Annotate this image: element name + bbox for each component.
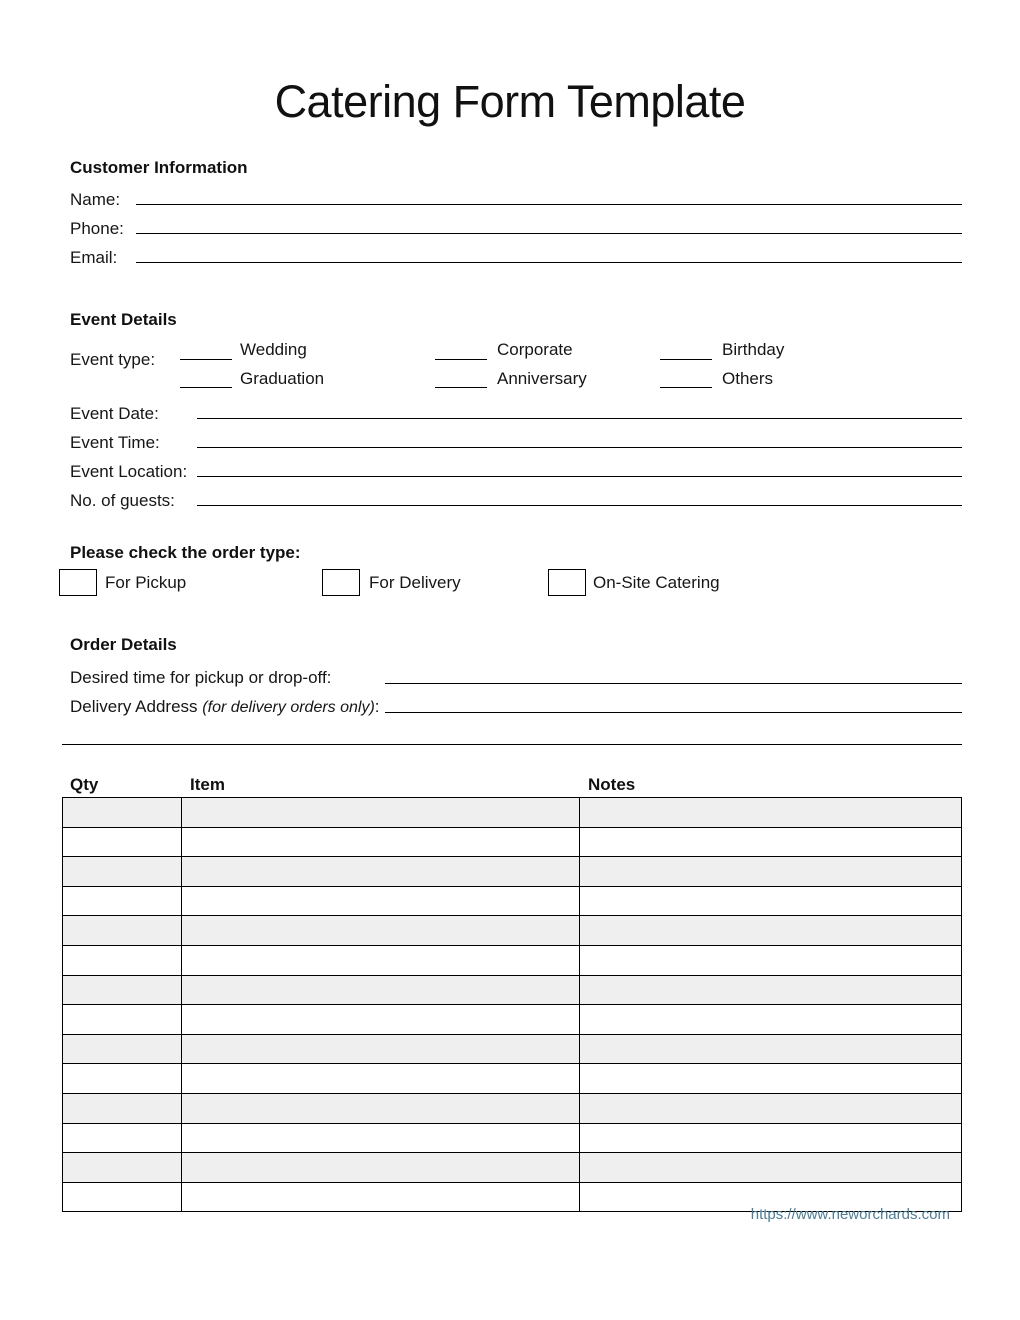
table-cell-qty[interactable] (63, 1005, 181, 1034)
delivery-label: For Delivery (369, 573, 461, 592)
order-details-section (70, 635, 962, 719)
table-cell-qty[interactable] (63, 1035, 181, 1064)
guest-count-input-line[interactable] (197, 505, 962, 506)
order-type-options-row (70, 563, 962, 607)
event-details-heading: Event Details (70, 310, 177, 329)
table-cell-item[interactable] (181, 1005, 579, 1034)
email-input-line[interactable] (136, 262, 962, 263)
table-cell-qty[interactable] (63, 887, 181, 916)
order-type-section (70, 543, 962, 607)
table-cell-qty[interactable] (63, 1124, 181, 1153)
event-location-input-line[interactable] (197, 476, 962, 477)
table-row (63, 1063, 961, 1093)
table-cell-qty[interactable] (63, 946, 181, 975)
table-cell-qty[interactable] (63, 798, 181, 827)
event-type-option-wedding: Wedding (240, 340, 307, 359)
table-cell-item[interactable] (181, 946, 579, 975)
table-row (63, 1004, 961, 1034)
event-type-blank-graduation[interactable] (180, 387, 232, 388)
table-cell-notes[interactable] (579, 1153, 961, 1182)
table-row (63, 1093, 961, 1123)
event-details-section (70, 310, 962, 512)
event-type-option-corporate: Corporate (497, 340, 573, 359)
table-cell-qty[interactable] (63, 1064, 181, 1093)
event-time-label: Event Time: (70, 433, 160, 452)
table-cell-notes[interactable] (579, 857, 961, 886)
onsite-catering-checkbox[interactable] (548, 569, 586, 596)
delivery-address-label: Delivery Address (for delivery orders only): (70, 697, 380, 716)
page-title: Catering Form Template (274, 76, 746, 127)
customer-information-section (70, 158, 962, 269)
name-field-row (70, 182, 962, 211)
guest-count-label: No. of guests: (70, 491, 175, 510)
event-type-blank-birthday[interactable] (660, 359, 712, 360)
event-type-grid (70, 338, 962, 396)
event-date-input-line[interactable] (197, 418, 962, 419)
phone-input-line[interactable] (136, 233, 962, 234)
table-row (63, 975, 961, 1005)
table-cell-qty[interactable] (63, 1183, 181, 1212)
customer-information-heading: Customer Information (70, 158, 248, 177)
table-row (63, 1034, 961, 1064)
table-cell-qty[interactable] (63, 857, 181, 886)
footer-website-link[interactable]: https://www.neworchards.com (750, 1206, 950, 1223)
table-cell-notes[interactable] (579, 916, 961, 945)
email-label: Email: (70, 248, 118, 267)
table-row (63, 945, 961, 975)
table-cell-qty[interactable] (63, 1153, 181, 1182)
pickup-label: For Pickup (105, 573, 187, 592)
table-cell-notes[interactable] (579, 1035, 961, 1064)
guest-count-row (70, 483, 962, 512)
phone-field-row (70, 211, 962, 240)
table-cell-notes[interactable] (579, 887, 961, 916)
items-table (62, 797, 962, 1212)
items-table-header (0, 775, 1020, 795)
table-cell-item[interactable] (181, 976, 579, 1005)
table-cell-item[interactable] (181, 857, 579, 886)
event-type-blank-corporate[interactable] (435, 359, 487, 360)
event-type-blank-others[interactable] (660, 387, 712, 388)
table-cell-notes[interactable] (579, 1094, 961, 1123)
table-cell-item[interactable] (181, 1183, 579, 1212)
delivery-address-note: (for delivery orders only) (202, 699, 375, 716)
table-cell-item[interactable] (181, 828, 579, 857)
table-row (63, 827, 961, 857)
table-cell-item[interactable] (181, 798, 579, 827)
table-cell-qty[interactable] (63, 916, 181, 945)
table-row (63, 798, 961, 827)
table-cell-item[interactable] (181, 887, 579, 916)
onsite-catering-label: On-Site Catering (593, 573, 720, 592)
pickup-time-label: Desired time for pickup or drop-off: (70, 668, 332, 687)
table-row (63, 1123, 961, 1153)
delivery-checkbox[interactable] (322, 569, 360, 596)
event-location-label: Event Location: (70, 462, 188, 481)
table-cell-qty[interactable] (63, 1094, 181, 1123)
pickup-time-input-line[interactable] (385, 683, 962, 684)
notes-column-header: Notes (588, 775, 636, 794)
table-cell-notes[interactable] (579, 946, 961, 975)
event-type-option-graduation: Graduation (240, 369, 325, 388)
table-row (63, 886, 961, 916)
table-cell-item[interactable] (181, 1064, 579, 1093)
table-row (63, 856, 961, 886)
event-type-label: Event type: (70, 350, 156, 369)
table-cell-qty[interactable] (63, 828, 181, 857)
section-divider-line (62, 744, 962, 745)
table-cell-qty[interactable] (63, 976, 181, 1005)
email-field-row (70, 240, 962, 269)
event-type-option-others: Others (722, 369, 774, 388)
event-type-blank-wedding[interactable] (180, 359, 232, 360)
event-date-row (70, 396, 962, 425)
order-details-heading: Order Details (70, 635, 177, 654)
name-label: Name: (70, 190, 121, 209)
table-cell-notes[interactable] (579, 1064, 961, 1093)
pickup-checkbox[interactable] (59, 569, 97, 596)
phone-label: Phone: (70, 219, 124, 238)
table-row (63, 915, 961, 945)
name-input-line[interactable] (136, 204, 962, 205)
event-date-label: Event Date: (70, 404, 159, 423)
table-cell-notes[interactable] (579, 1124, 961, 1153)
event-type-option-anniversary: Anniversary (497, 369, 587, 388)
event-time-row (70, 425, 962, 454)
event-location-row (70, 454, 962, 483)
order-type-heading: Please check the order type: (70, 543, 301, 562)
table-cell-item[interactable] (181, 916, 579, 945)
table-cell-notes[interactable] (579, 976, 961, 1005)
table-row (63, 1152, 961, 1182)
table-cell-item[interactable] (181, 1153, 579, 1182)
table-cell-notes[interactable] (579, 798, 961, 827)
delivery-address-row (70, 690, 962, 719)
table-cell-item[interactable] (181, 1094, 579, 1123)
table-cell-item[interactable] (181, 1124, 579, 1153)
pickup-time-row (70, 661, 962, 690)
table-cell-notes[interactable] (579, 1005, 961, 1034)
qty-column-header: Qty (70, 775, 99, 794)
item-column-header: Item (190, 775, 225, 794)
event-time-input-line[interactable] (197, 447, 962, 448)
delivery-address-input-line[interactable] (385, 712, 962, 713)
table-cell-item[interactable] (181, 1035, 579, 1064)
event-type-blank-anniversary[interactable] (435, 387, 487, 388)
event-type-option-birthday: Birthday (722, 340, 785, 359)
table-cell-notes[interactable] (579, 828, 961, 857)
